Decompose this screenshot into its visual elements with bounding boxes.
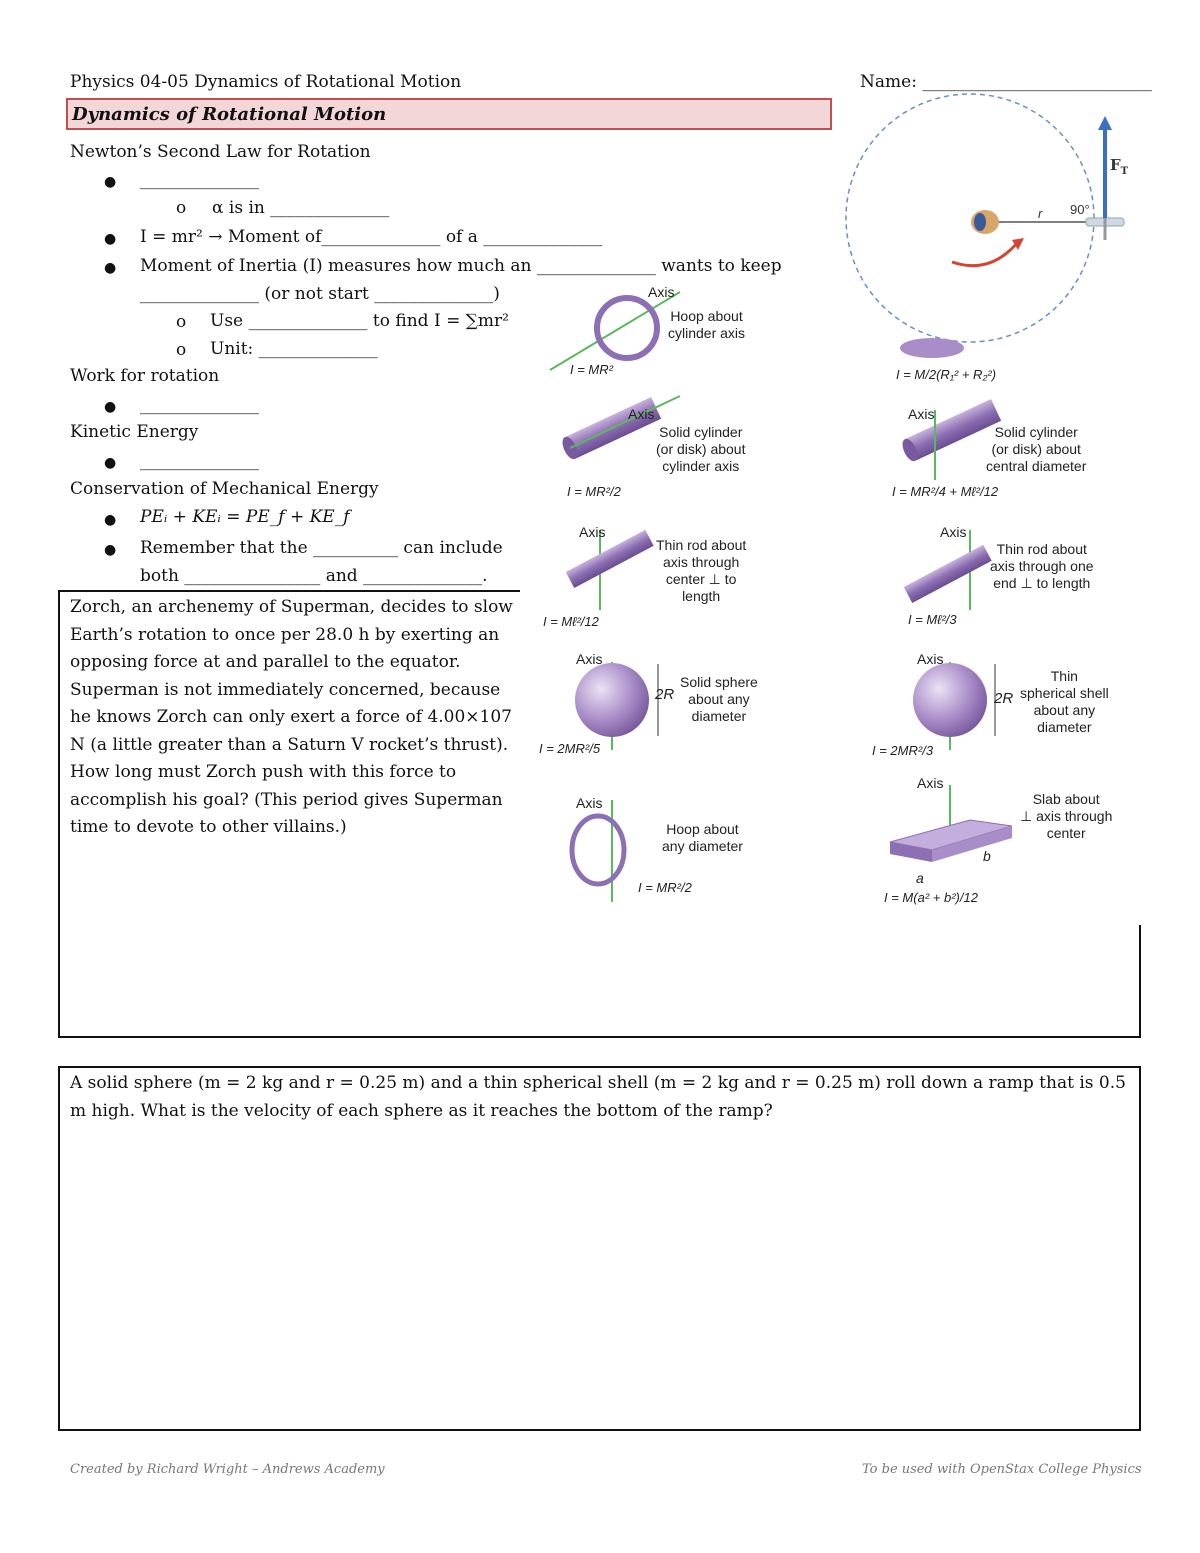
slab-b-label: b bbox=[983, 848, 991, 864]
section-title-bar bbox=[66, 98, 832, 130]
hoop-diameter-formula: I = MR²/2 bbox=[638, 880, 692, 895]
svg-text:90°: 90° bbox=[1070, 202, 1090, 217]
heading-ke: Kinetic Energy bbox=[70, 422, 199, 442]
bullet-dot: ● bbox=[104, 512, 117, 528]
solid-cylinder-diameter-formula: I = MR²/4 + Mℓ²/12 bbox=[892, 484, 999, 499]
hoop-diameter-icon bbox=[572, 816, 624, 884]
footer-right: To be used with OpenStax College Physics bbox=[862, 1462, 1142, 1477]
name-field-label: Name: ___________________________ bbox=[860, 72, 1152, 92]
heading-newton: Newton’s Second Law for Rotation bbox=[70, 142, 371, 162]
axis-label: Axis bbox=[940, 524, 967, 540]
spherical-shell-label: Thin spherical shell about any diameter bbox=[1020, 668, 1109, 735]
hoop-diameter-label: Hoop about any diameter bbox=[662, 821, 743, 854]
solid-cylinder-label: Solid cylinder (or disk) about cylinder axis bbox=[656, 424, 746, 474]
svg-text:r: r bbox=[1038, 206, 1043, 221]
heading-work: Work for rotation bbox=[70, 366, 220, 386]
section-title: Dynamics of Rotational Motion bbox=[72, 104, 387, 125]
bullet-dot: ● bbox=[104, 231, 117, 247]
thin-rod-end-formula: I = Mℓ²/3 bbox=[908, 612, 957, 627]
solid-sphere-icon bbox=[575, 663, 649, 737]
slab-label: Slab about ⊥ axis through center bbox=[1020, 791, 1113, 841]
solid-cylinder-formula: I = MR²/2 bbox=[567, 484, 621, 499]
blank-ke: ______________ bbox=[140, 451, 259, 471]
thin-rod-center-formula: I = Mℓ²/12 bbox=[543, 614, 599, 629]
heading-cme: Conservation of Mechanical Energy bbox=[70, 479, 379, 499]
page-title: Physics 04-05 Dynamics of Rotational Motion bbox=[70, 72, 462, 92]
solid-sphere-label: Solid sphere about any diameter bbox=[680, 674, 758, 724]
bullet-dot: ● bbox=[104, 260, 117, 276]
use-line: Use ______________ to find I = ∑mr² bbox=[210, 311, 509, 331]
blank-1: ______________ bbox=[140, 170, 259, 190]
axis-label: Axis bbox=[917, 651, 944, 667]
box-bottom-border bbox=[58, 1036, 1141, 1038]
axis-label: Axis bbox=[917, 775, 944, 791]
axis-label: Axis bbox=[628, 406, 655, 422]
inertia-line-1: Moment of Inertia (I) measures how much an ______________ wants to keep bbox=[140, 256, 782, 276]
solid-cylinder-diameter-label: Solid cylinder (or disk) about central diameter bbox=[986, 424, 1087, 474]
svg-text:FT: $F_T$ bbox=[1110, 156, 1129, 177]
box-right-border bbox=[1139, 925, 1141, 1038]
axis-label: Axis bbox=[576, 795, 603, 811]
thin-rod-end-label: Thin rod about axis through one end ⊥ to length bbox=[990, 541, 1094, 591]
sub-bullet: o bbox=[176, 340, 187, 360]
bullet-dot: ● bbox=[104, 174, 117, 190]
slab-a-label: a bbox=[916, 870, 924, 886]
footer-left: Created by Richard Wright – Andrews Academy bbox=[70, 1462, 385, 1477]
bullet-dot: ● bbox=[104, 542, 117, 558]
thin-rod-end-icon bbox=[904, 545, 992, 603]
two-r-label: 2R bbox=[994, 690, 1014, 707]
spherical-shell-formula: I = 2MR²/3 bbox=[872, 743, 934, 758]
inertia-line-2: ______________ (or not start ______________) bbox=[140, 284, 500, 304]
energy-equation: PEᵢ + KEᵢ = PE_f + KE_f bbox=[140, 507, 350, 527]
blank-work: ______________ bbox=[140, 395, 259, 415]
axis-label: Axis bbox=[579, 524, 606, 540]
box-left-border bbox=[58, 590, 60, 1038]
sub-bullet: o bbox=[176, 312, 187, 332]
annular-formula: I = M/2(R₁² + R₂²) bbox=[896, 367, 997, 382]
bullet-dot: ● bbox=[104, 455, 117, 471]
axis-label: Axis bbox=[908, 406, 935, 422]
sub-bullet: o bbox=[176, 198, 187, 218]
solid-sphere-formula: I = 2MR²/5 bbox=[539, 741, 601, 756]
problem-2-box bbox=[58, 1066, 1141, 1431]
alpha-line: α is in ______________ bbox=[212, 198, 390, 218]
remember-line-2: both ________________ and ______________. bbox=[140, 566, 488, 586]
box-top-border bbox=[58, 590, 520, 592]
annular-cylinder-icon bbox=[900, 338, 964, 358]
bullet-dot: ● bbox=[104, 399, 117, 415]
slab-formula: I = M(a² + b²)/12 bbox=[884, 890, 978, 905]
thin-rod-center-label: Thin rod about axis through center ⊥ to length bbox=[656, 537, 747, 604]
axis-label: Axis bbox=[576, 651, 603, 667]
unit-line: Unit: ______________ bbox=[210, 339, 378, 359]
two-r-label: 2R bbox=[655, 686, 675, 703]
rotation-arrow bbox=[952, 242, 1018, 266]
remember-line-1: Remember that the __________ can include bbox=[140, 538, 503, 558]
problem-1-text: Zorch, an archenemy of Superman, decides to slow Earth’s rotation to once per 28.0 h by exerting an opposing force at and parallel to the equator. Superman is not immediately concerned, because he knows Zorch can only exert a force of 4.00×107 N (a little greater than a Saturn V rocket’s thrust). How long must Zorch push with this force to accomplish his goal? (This period gives Superman time to devote to other villains.) bbox=[70, 597, 513, 837]
hoop-cylinder-label: Hoop about cylinder axis bbox=[668, 308, 746, 341]
axis-label: Axis bbox=[648, 284, 675, 300]
hoop-icon bbox=[597, 298, 657, 358]
hoop-cylinder-formula: I = MR² bbox=[570, 362, 613, 377]
problem-2-text: A solid sphere (m = 2 kg and r = 0.25 m) and a thin spherical shell (m = 2 kg and r = 0.25 m) roll down a ramp that is 0.5 m high. What is the velocity of each sphere as it reaches the bottom of the ramp? bbox=[70, 1073, 1126, 1121]
moment-line: I = mr² → Moment of______________ of a ______________ bbox=[140, 227, 603, 247]
spherical-shell-icon bbox=[913, 663, 987, 737]
